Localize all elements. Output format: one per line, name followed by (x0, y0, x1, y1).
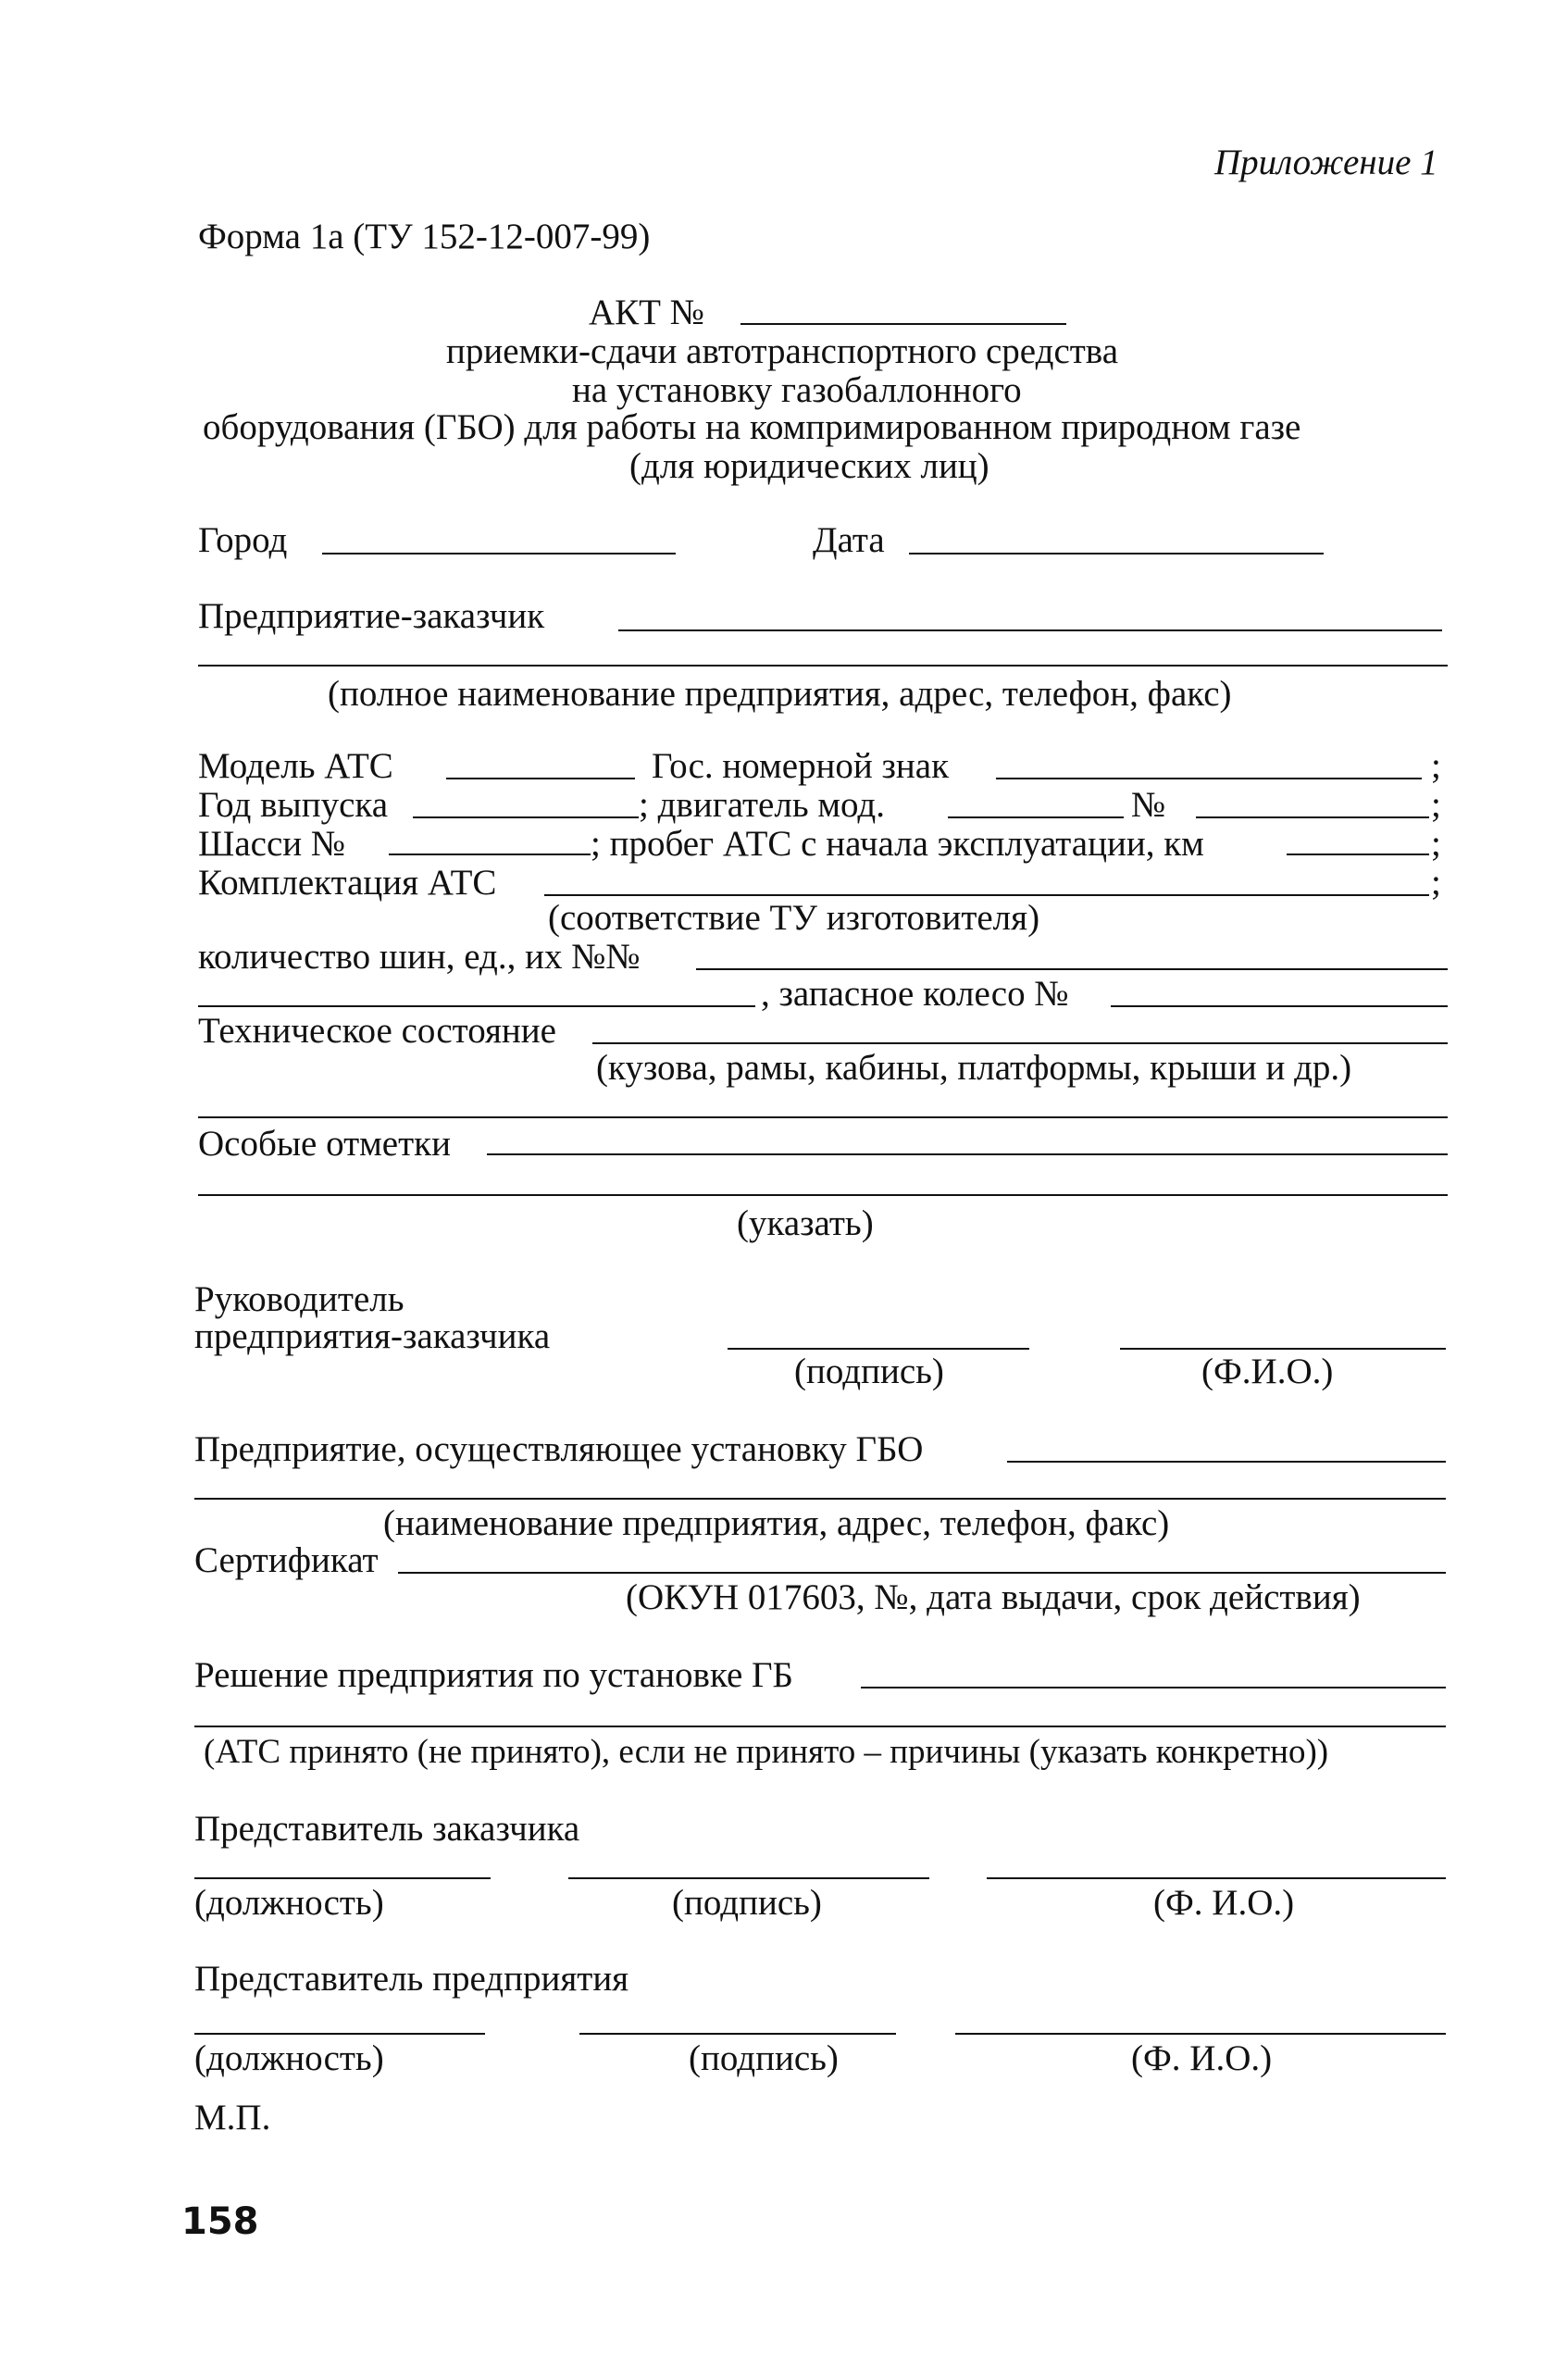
company-rep-name-field[interactable] (955, 2033, 1446, 2035)
spare-wheel-label: , запасное колесо № (761, 974, 1069, 1014)
remarks-label: Особые отметки (198, 1124, 451, 1164)
act-title-line-2: на установку газобаллонного (572, 370, 1022, 410)
tech-state-field-2[interactable] (198, 1116, 1448, 1118)
engine-number-sign: № (1131, 785, 1166, 825)
act-number-label: АКТ № (589, 293, 704, 332)
company-rep-label: Представитель предприятия (194, 1959, 629, 1999)
customer-head-label-line-2: предприятия-заказчика (194, 1316, 551, 1356)
tech-state-hint: (кузова, рамы, кабины, платформы, крыши и др.) (596, 1048, 1352, 1088)
customer-head-signature-field[interactable] (728, 1348, 1029, 1350)
year-field[interactable] (413, 816, 639, 818)
plate-label: Гос. номерной знак (652, 746, 950, 786)
city-field[interactable] (322, 553, 676, 554)
installer-field-2[interactable] (194, 1498, 1446, 1500)
act-title-line-4: (для юридических лиц) (629, 446, 989, 486)
spare-wheel-field[interactable] (1111, 1005, 1448, 1007)
remarks-hint: (указать) (737, 1203, 874, 1243)
equipment-hint: (соответствие ТУ изготовителя) (548, 898, 1040, 938)
semicolon-2: ; (1431, 785, 1441, 825)
installer-field[interactable] (1007, 1461, 1446, 1463)
model-field[interactable] (446, 778, 635, 779)
engine-label: ; двигатель мод. (639, 785, 886, 825)
form-reference: Форма 1а (ТУ 152-12-007-99) (198, 217, 651, 256)
installer-hint: (наименование предприятия, адрес, телефон, факс) (383, 1503, 1170, 1543)
certificate-hint: (ОКУН 017603, №, дата выдачи, срок действия) (626, 1577, 1361, 1617)
decision-label: Решение предприятия по установке ГБ (194, 1655, 793, 1695)
company-rep-position-hint: (должность) (194, 2038, 384, 2078)
semicolon-1: ; (1431, 746, 1441, 786)
customer-head-label-line-1: Руководитель (194, 1279, 404, 1319)
customer-field-2[interactable] (198, 665, 1448, 667)
tires-field[interactable] (696, 968, 1448, 970)
model-label: Модель АТС (198, 746, 393, 786)
tech-state-field[interactable] (592, 1042, 1448, 1044)
mileage-label: ; пробег АТС с начала эксплуатации, км (591, 824, 1204, 864)
certificate-label: Сертификат (194, 1540, 379, 1580)
company-rep-signature-field[interactable] (579, 2033, 896, 2035)
equipment-field[interactable] (544, 894, 1429, 896)
company-rep-position-field[interactable] (194, 2033, 485, 2035)
engine-field[interactable] (948, 816, 1124, 818)
tires-label: количество шин, ед., их №№ (198, 937, 641, 977)
stamp-label: М.П. (194, 2098, 271, 2137)
date-field[interactable] (909, 553, 1324, 554)
customer-hint: (полное наименование предприятия, адрес, телефон, факс) (328, 674, 1232, 714)
customer-rep-name-hint: (Ф. И.О.) (1153, 1883, 1295, 1923)
installer-label: Предприятие, осуществляющее установку ГБО (194, 1429, 924, 1469)
year-label: Год выпуска (198, 785, 389, 825)
customer-rep-position-field[interactable] (194, 1877, 491, 1879)
company-rep-signature-hint: (подпись) (689, 2038, 839, 2078)
customer-rep-signature-field[interactable] (568, 1877, 929, 1879)
remarks-field-2[interactable] (198, 1194, 1448, 1196)
appendix-label: Приложение 1 (1214, 143, 1438, 182)
chassis-label: Шасси № (198, 824, 346, 864)
act-title-line-1: приемки-сдачи автотранспортного средства (446, 331, 1119, 371)
semicolon-3: ; (1431, 824, 1441, 864)
certificate-field[interactable] (398, 1572, 1446, 1574)
customer-head-signature-hint: (подпись) (794, 1352, 944, 1391)
customer-rep-name-field[interactable] (987, 1877, 1446, 1879)
customer-field[interactable] (618, 629, 1442, 631)
tires-field-2[interactable] (198, 1005, 755, 1007)
customer-rep-label: Представитель заказчика (194, 1809, 580, 1849)
date-label: Дата (813, 520, 885, 560)
decision-field-2[interactable] (194, 1726, 1446, 1727)
decision-hint: (АТС принято (не принято), если не принято – причины (указать конкретно)) (204, 1733, 1329, 1771)
customer-head-name-field[interactable] (1120, 1348, 1446, 1350)
engine-number-field[interactable] (1196, 816, 1429, 818)
chassis-field[interactable] (389, 854, 591, 855)
decision-field[interactable] (861, 1687, 1446, 1688)
act-title-line-3: оборудования (ГБО) для работы на компримированном природном газе (203, 407, 1301, 447)
customer-rep-position-hint: (должность) (194, 1883, 384, 1923)
tech-state-label: Техническое состояние (198, 1011, 556, 1051)
plate-field[interactable] (996, 778, 1422, 779)
mileage-field[interactable] (1287, 854, 1429, 855)
semicolon-4: ; (1431, 863, 1441, 903)
city-label: Город (198, 520, 288, 560)
act-number-line[interactable] (740, 323, 1066, 325)
equipment-label: Комплектация АТС (198, 863, 497, 903)
customer-label: Предприятие-заказчик (198, 596, 545, 636)
company-rep-name-hint: (Ф. И.О.) (1131, 2038, 1273, 2078)
customer-rep-signature-hint: (подпись) (672, 1883, 822, 1923)
remarks-field[interactable] (487, 1153, 1448, 1155)
customer-head-name-hint: (Ф.И.О.) (1201, 1352, 1334, 1391)
page-number: 158 (181, 2200, 259, 2243)
